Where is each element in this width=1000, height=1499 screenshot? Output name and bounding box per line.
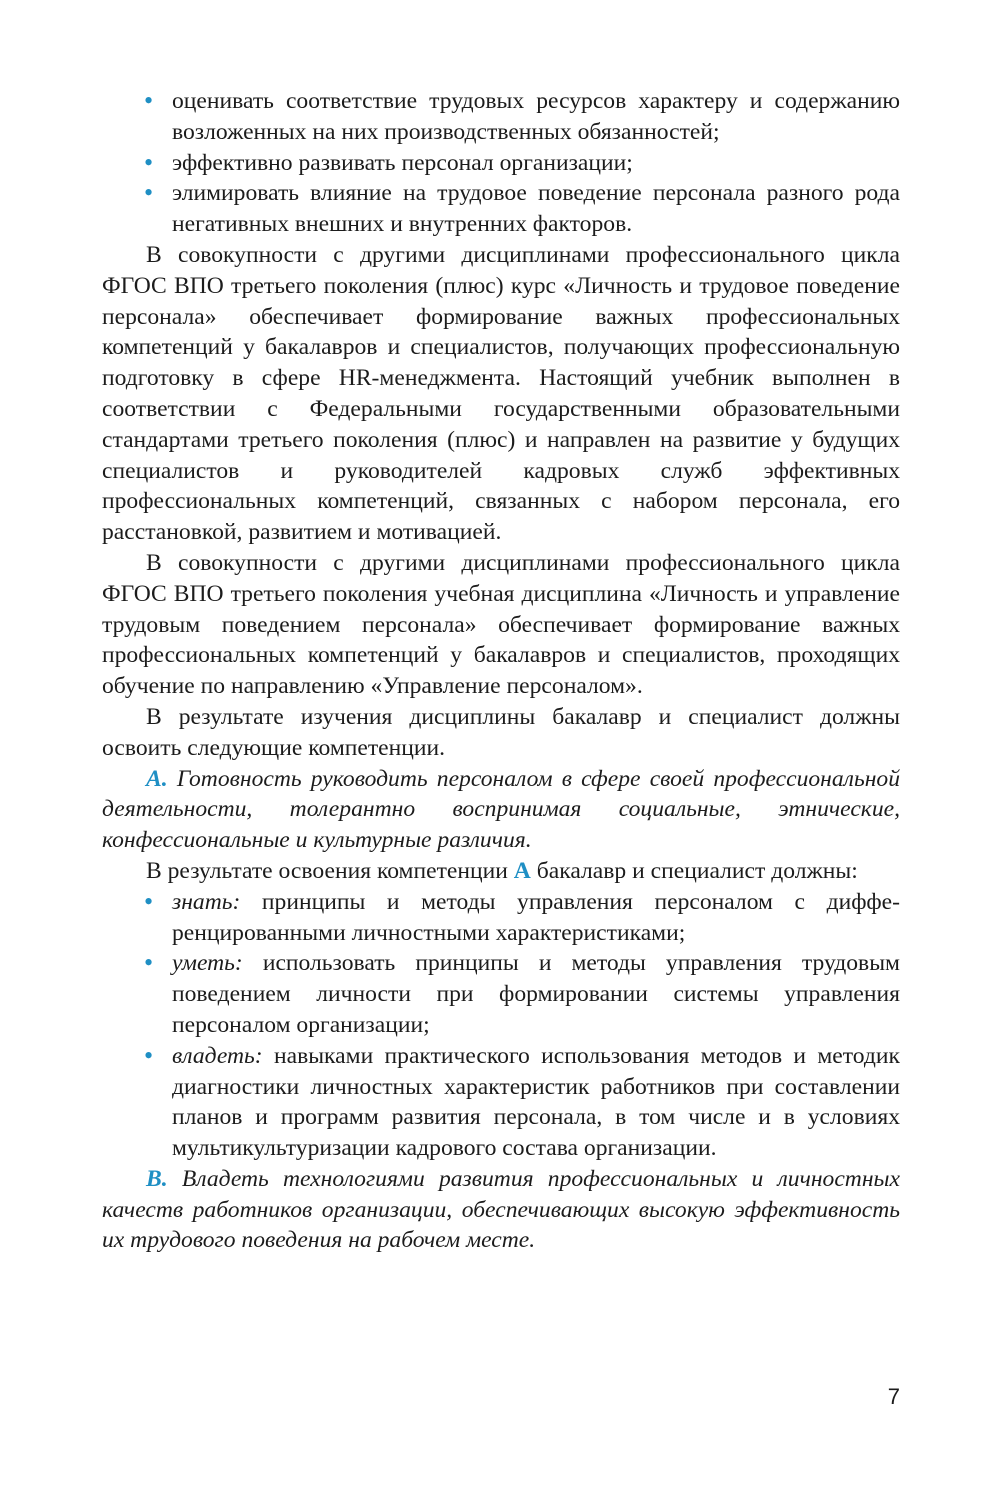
bullet-list-top bbox=[102, 86, 900, 240]
paragraph-competences-intro: В результате изучения дисциплины бакалавр и специалист должны освоить следующие компетенции. bbox=[102, 703, 900, 761]
competence-a-result-after: бакалавр и специалист должны: bbox=[536, 857, 858, 884]
term-master: владеть: bbox=[172, 1042, 263, 1069]
list-item-text: элимировать влияние на трудовое поведение персонала разного рода негативных внешних и внутренних факторов. bbox=[172, 180, 900, 238]
term-know: знать: bbox=[172, 888, 241, 915]
list-item-text: навыками практического использования методов и методик диагностики личностных характеристик работников при составлении планов и программ развития персонала, в том числе и в условиях мультикультуризации кадрового состава организации. bbox=[172, 1042, 900, 1162]
list-item bbox=[102, 1041, 900, 1164]
bullet-icon: • bbox=[144, 178, 154, 208]
paragraph-discipline-overview: В совокупности с другими дисциплинами профессионального цикла ФГОС ВПО третьего поколения учебная дисциплина «Личность и управление трудовым поведением персонала» обеспечивает формирование важных профессиональных компетенций у бакалавров и специалистов, проходящих обучение по направлению «Управление персоналом». bbox=[102, 549, 900, 700]
list-item bbox=[102, 948, 900, 1040]
competence-a-result-before: В результате освоения компетенции bbox=[146, 857, 508, 884]
competence-b-letter: В. bbox=[146, 1165, 168, 1192]
list-item-text: использовать принципы и методы управления трудовым поведением личности при формировании системы управления персоналом организации; bbox=[172, 950, 900, 1038]
competence-a-text: Готовность руководить персоналом в сфере своей профессиональной деятельности, толерантно воспринимая социальные, этнические, конфессиональные и культурные различия. bbox=[102, 765, 900, 854]
bullet-icon: • bbox=[144, 86, 154, 115]
competence-a bbox=[102, 764, 900, 856]
competence-b-text: Владеть технологиями развития профессиональных и личностных качеств работников организации, обеспечивающих высокую эффективность их трудового поведения на рабочем месте. bbox=[102, 1165, 900, 1254]
bullet-icon: • bbox=[144, 886, 154, 916]
page-number: 7 bbox=[887, 1384, 900, 1409]
list-item bbox=[102, 86, 900, 148]
term-be-able: уметь: bbox=[172, 950, 243, 977]
list-item bbox=[102, 148, 900, 179]
competence-a-inline-letter: А bbox=[513, 857, 531, 884]
competence-b bbox=[102, 1164, 900, 1256]
bullet-list-competence-a bbox=[102, 887, 900, 1164]
list-item-text: эффективно развивать персонал организации; bbox=[172, 149, 633, 176]
paragraph-course-overview: В совокупности с другими дисциплинами профессионального цикла ФГОС ВПО третьего поколения (плюс) курс «Личность и трудовое поведение персонала» обеспечивает формирование важных профессиональных компетенций у бакалавров и специалистов, получающих профессиональную подготовку в сфере HR-менеджмента. Настоящий учебник выполнен в соответствии с Федеральными государственными образовательными стандартами третьего поколения (плюс) и направлен на развитие у будущих специалистов и руководителей кадровых служб эффективных профессиональных компетенций, связанных с набором персонала, его расстановкой, развитием и мотивацией. bbox=[102, 241, 900, 546]
paragraph-competence-a-result bbox=[102, 856, 900, 887]
list-item-text: оценивать соответствие трудовых ресурсов характеру и содержанию возложенных на них производственных обязанностей; bbox=[172, 88, 900, 145]
bullet-icon: • bbox=[144, 147, 154, 177]
competence-a-letter: А. bbox=[146, 765, 168, 792]
list-item-text: принципы и методы управления персоналом с дифференцированными личностными характеристиками; bbox=[172, 888, 900, 946]
bullet-icon: • bbox=[144, 1040, 154, 1070]
page-content bbox=[102, 86, 900, 1256]
bullet-icon: • bbox=[144, 948, 154, 978]
list-item bbox=[102, 887, 900, 949]
list-item bbox=[102, 178, 900, 240]
